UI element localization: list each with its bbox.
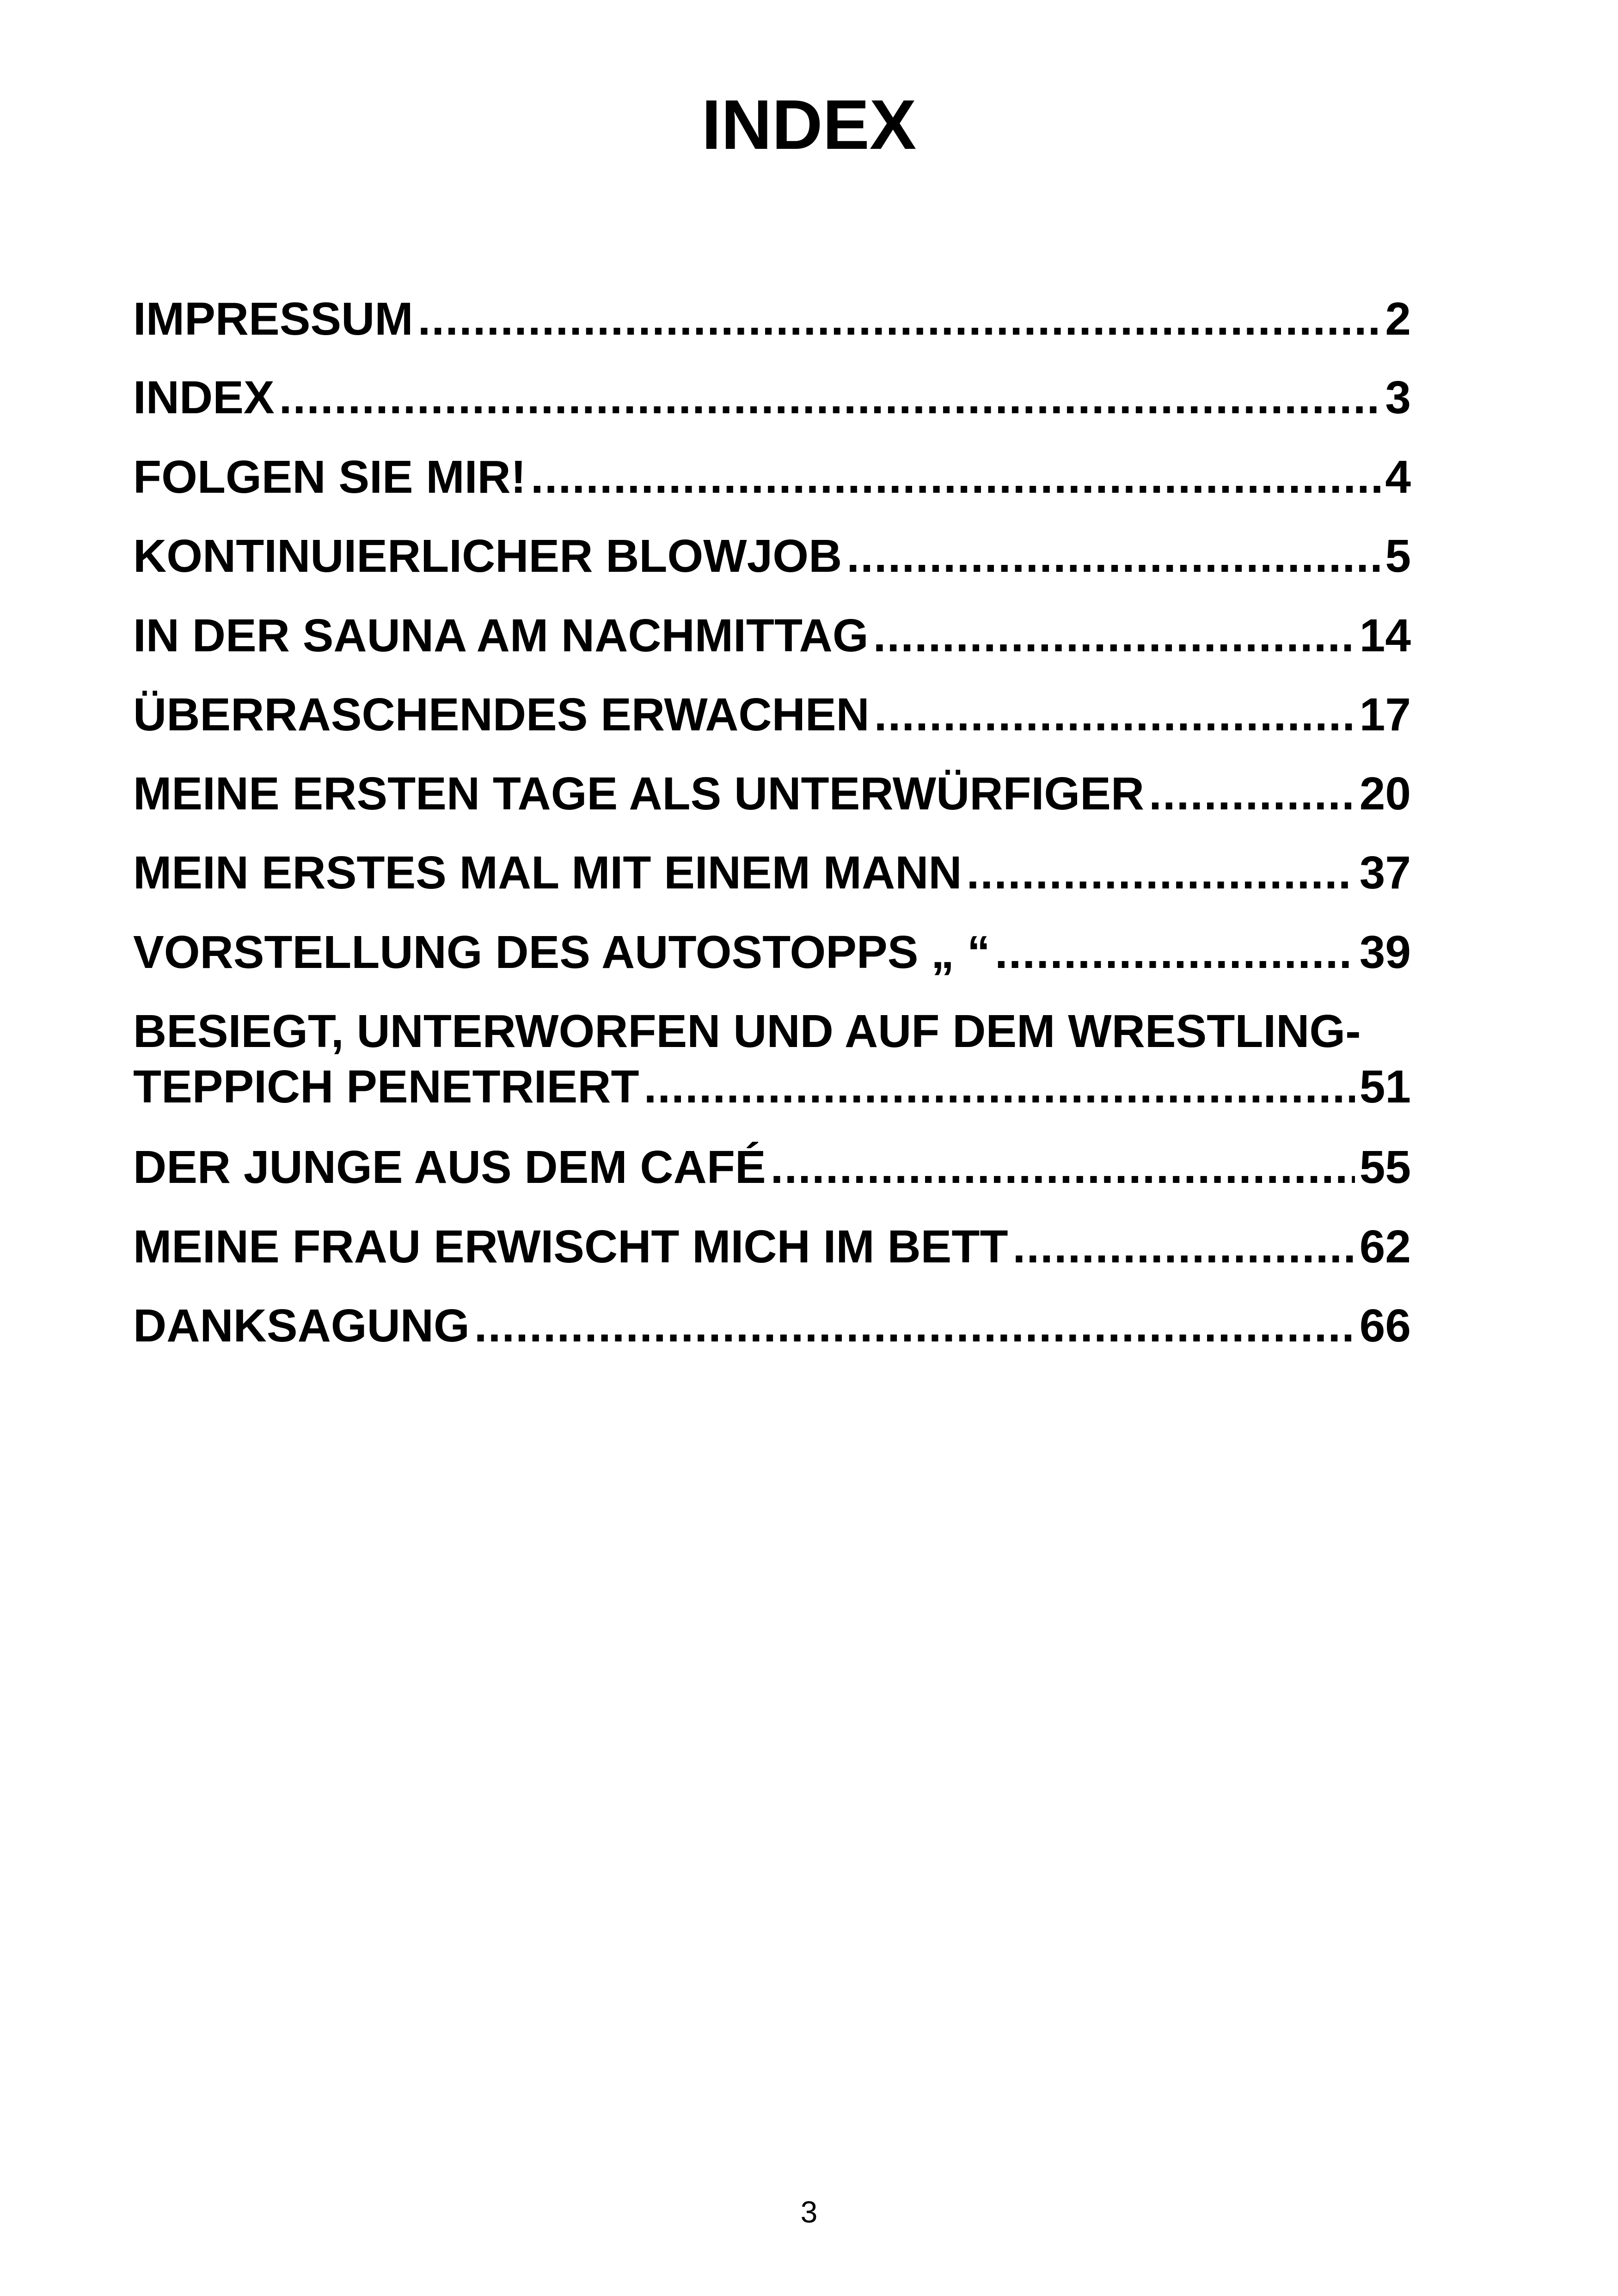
toc-entry-title-line1: BESIEGT, UNTERWORFEN UND AUF DEM WRESTLING-: [133, 1005, 1361, 1057]
toc-entry-title: DANKSAGUNG: [133, 1300, 470, 1352]
toc-dot-leader: [846, 528, 1380, 584]
toc-dot-leader: [967, 845, 1355, 900]
toc-entry-besiegt-unterworfen[interactable]: [133, 1004, 1411, 1114]
toc-entry-page: 5: [1385, 530, 1411, 582]
toc-entry-page: 14: [1359, 610, 1411, 661]
toc-dot-leader: [644, 1059, 1355, 1114]
toc-entry-folgen-sie-mir[interactable]: [133, 449, 1411, 505]
toc-entry-page: 62: [1359, 1221, 1411, 1273]
toc-dot-leader: [873, 608, 1355, 663]
toc-entry-title: VORSTELLUNG DES AUTOSTOPPS „ “: [133, 926, 990, 978]
toc-entry-title: IN DER SAUNA AM NACHMITTAG: [133, 610, 869, 661]
toc-dot-leader: [531, 449, 1380, 505]
toc-entry-page: 17: [1359, 689, 1411, 741]
toc-entry-title: ÜBERRASCHENDES ERWACHEN: [133, 689, 870, 741]
toc-entry-meine-ersten-tage[interactable]: [133, 766, 1411, 821]
page-title: INDEX: [701, 86, 917, 164]
toc-entry-page: 55: [1359, 1141, 1411, 1193]
toc-entry-page: 66: [1359, 1300, 1411, 1352]
toc-entry-page: 39: [1359, 926, 1411, 978]
toc-entry-der-junge-aus-dem-cafe[interactable]: [133, 1139, 1411, 1195]
toc-entry-vorstellung-des-autostopps[interactable]: [133, 925, 1411, 980]
toc-entry-index[interactable]: [133, 370, 1411, 425]
toc-entry-impressum[interactable]: [133, 291, 1411, 347]
toc-entry-title: MEINE FRAU ERWISCHT MICH IM BETT: [133, 1221, 1008, 1273]
toc-entry-title: KONTINUIERLICHER BLOWJOB: [133, 530, 842, 582]
toc-entry-page: 2: [1385, 293, 1411, 345]
toc-entry-ueberraschendes-erwachen[interactable]: [133, 687, 1411, 742]
toc-dot-leader: [1013, 1219, 1355, 1274]
toc-entry-in-der-sauna[interactable]: [133, 608, 1411, 663]
toc-entry-title: FOLGEN SIE MIR!: [133, 451, 526, 503]
toc-dot-leader: [474, 1298, 1355, 1353]
toc-entry-title: INDEX: [133, 372, 275, 423]
toc-entry-title: MEIN ERSTES MAL MIT EINEM MANN: [133, 847, 962, 899]
toc-entry-danksagung[interactable]: [133, 1298, 1411, 1353]
toc-entry-page: 4: [1385, 451, 1411, 503]
toc-entry-title: DER JUNGE AUS DEM CAFÉ: [133, 1141, 766, 1193]
toc-entry-mein-erstes-mal[interactable]: [133, 845, 1411, 900]
toc-dot-leader: [1149, 766, 1355, 821]
toc-entry-title: IMPRESSUM: [133, 293, 413, 345]
toc-entry-kontinuierlicher-blowjob[interactable]: [133, 528, 1411, 584]
toc-entry-page: 51: [1359, 1061, 1411, 1113]
toc-dot-leader: [771, 1139, 1355, 1195]
toc-entry-meine-frau-erwischt-mich[interactable]: [133, 1219, 1411, 1274]
toc-dot-leader: [418, 291, 1381, 347]
toc-dot-leader: [874, 687, 1355, 742]
toc-entry-title: MEINE ERSTEN TAGE ALS UNTERWÜRFIGER: [133, 768, 1145, 820]
toc-entry-page: 3: [1385, 372, 1411, 423]
toc-entry-title: TEPPICH PENETRIERT: [133, 1061, 639, 1113]
toc-dot-leader: [995, 925, 1355, 980]
page-number: 3: [800, 2195, 818, 2229]
toc-entry-page: 20: [1359, 768, 1411, 820]
toc-dot-leader: [279, 370, 1381, 425]
toc-entry-page: 37: [1359, 847, 1411, 899]
